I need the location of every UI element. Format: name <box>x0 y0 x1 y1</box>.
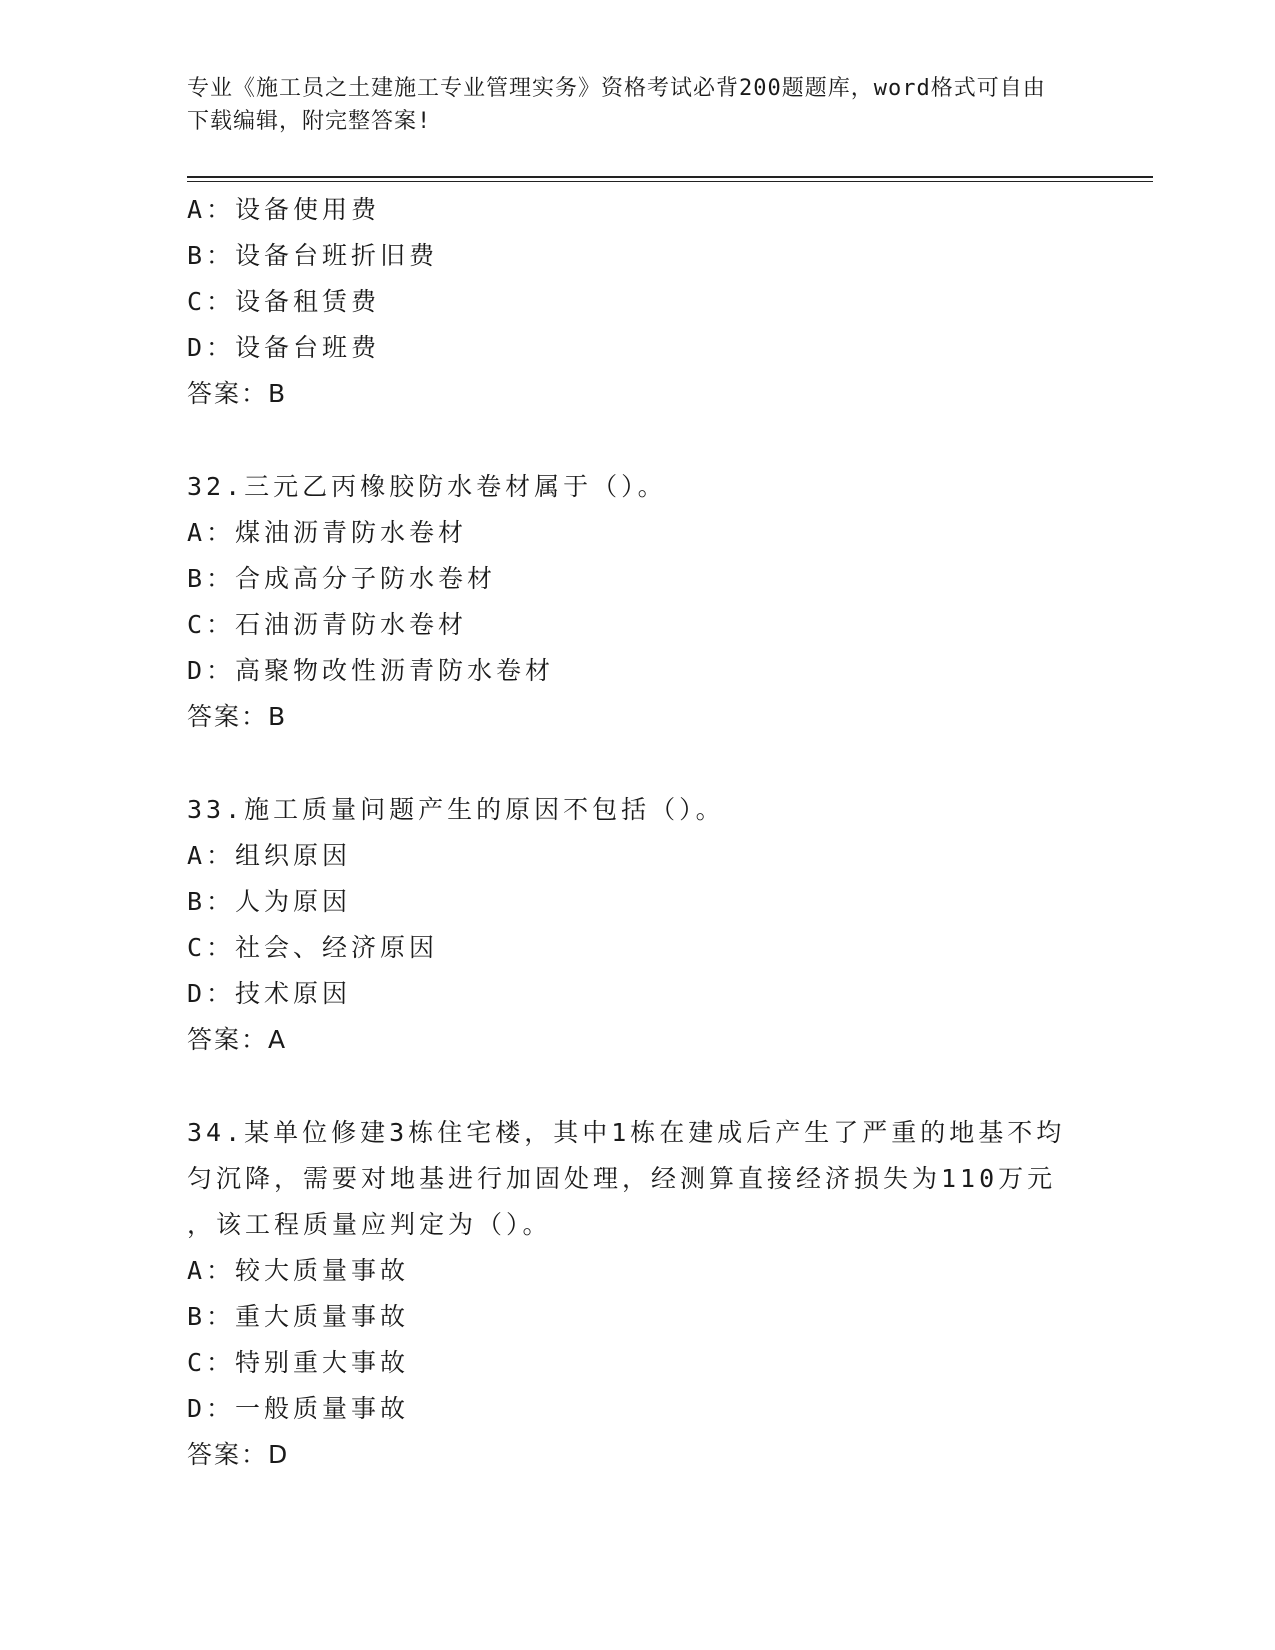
question-stem-line-1: 34.某单位修建3栋住宅楼，其中1栋在建成后产生了严重的地基不均 <box>187 1118 1066 1147</box>
option-a: A：设备使用费 <box>187 195 381 224</box>
option-b: B：重大质量事故 <box>187 1302 410 1331</box>
option-c: C：设备租赁费 <box>187 287 381 316</box>
option-b: B：设备台班折旧费 <box>187 241 439 270</box>
question-32 <box>187 464 1087 740</box>
option-a: A：煤油沥青防水卷材 <box>187 518 468 547</box>
header-divider <box>187 176 1153 178</box>
question-34 <box>187 1110 1087 1478</box>
option-a: A：较大质量事故 <box>187 1256 410 1285</box>
header-divider-thin <box>187 181 1153 182</box>
question-stem-line-3: ，该工程质量应判定为（）。 <box>187 1210 552 1239</box>
option-c: C：社会、经济原因 <box>187 933 439 962</box>
question-33 <box>187 787 1087 1063</box>
answer: 答案：B <box>187 702 288 731</box>
question-31-continuation <box>187 187 1087 417</box>
spacer <box>187 1063 1087 1110</box>
option-d: D：技术原因 <box>187 979 352 1008</box>
option-b: B：人为原因 <box>187 887 352 916</box>
answer: 答案：A <box>187 1025 288 1054</box>
answer: 答案：B <box>187 379 288 408</box>
spacer <box>187 417 1087 464</box>
document-header: 专业《施工员之土建施工专业管理实务》资格考试必背200题题库，word格式可自由下载编辑，附完整答案! <box>187 76 1046 134</box>
question-stem: 32.三元乙丙橡胶防水卷材属于（）。 <box>187 472 667 501</box>
option-a: A：组织原因 <box>187 841 352 870</box>
question-stem: 33.施工质量问题产生的原因不包括（）。 <box>187 795 725 824</box>
spacer <box>187 740 1087 787</box>
option-c: C：特别重大事故 <box>187 1348 410 1377</box>
option-c: C：石油沥青防水卷材 <box>187 610 468 639</box>
option-d: D：设备台班费 <box>187 333 381 362</box>
option-d: D：一般质量事故 <box>187 1394 410 1423</box>
answer: 答案：D <box>187 1440 290 1469</box>
question-list <box>187 187 1087 1478</box>
option-d: D：高聚物改性沥青防水卷材 <box>187 656 555 685</box>
option-b: B：合成高分子防水卷材 <box>187 564 497 593</box>
question-stem-line-2: 匀沉降，需要对地基进行加固处理，经测算直接经济损失为110万元 <box>187 1164 1057 1193</box>
